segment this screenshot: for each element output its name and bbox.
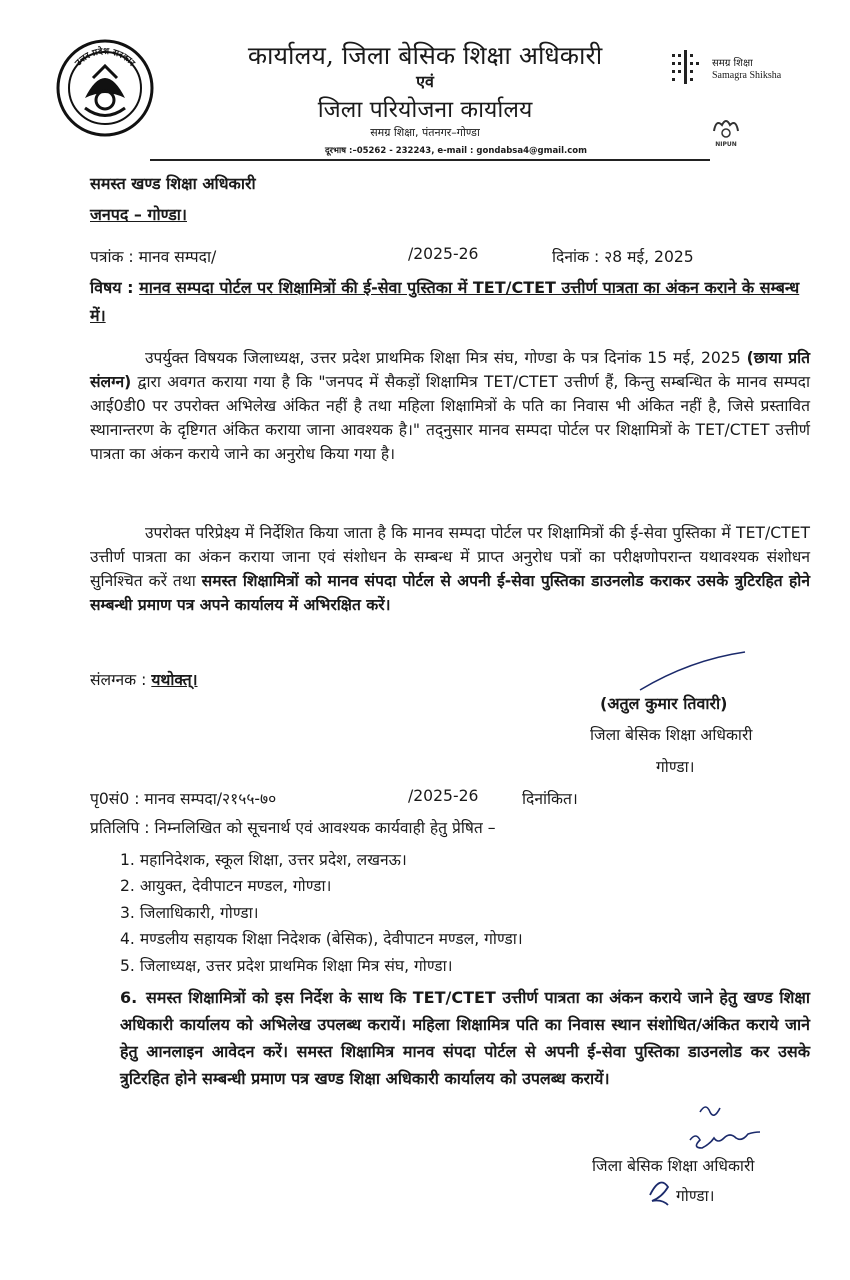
list-item: 3. जिलाधिकारी, गोण्डा। bbox=[120, 903, 259, 922]
enclosure-value: यथोक्त्। bbox=[151, 671, 198, 689]
samagra-shiksha-logo-icon bbox=[668, 48, 708, 88]
seal-text: उत्तर प्रदेश सरकार bbox=[73, 46, 137, 69]
body-paragraph-2 bbox=[90, 521, 810, 617]
signature-stroke-4 bbox=[650, 1183, 668, 1206]
list-item: 4. मण्डलीय सहायक शिक्षा निदेशक (बेसिक), देवीपाटन मण्डल, गोण्डा। bbox=[120, 930, 523, 949]
copy-letter-number: पृ0सं0 : मानव सम्पदा/२१५५-७० bbox=[90, 790, 277, 808]
letter-date: दिनांक : २8 मई, 2025 bbox=[552, 248, 694, 266]
copy-letter-year: /2025-26 bbox=[408, 787, 479, 805]
recipient-line-1: समस्त खण्ड शिक्षा अधिकारी bbox=[90, 174, 256, 193]
subject-label: विषय : bbox=[90, 278, 134, 297]
letter-number: पत्रांक : मानव सम्पदा/ bbox=[90, 248, 217, 266]
signatory-title: जिला बेसिक शिक्षा अधिकारी bbox=[590, 726, 753, 744]
enclosure-label: संलग्नक : bbox=[90, 671, 147, 689]
signature-stroke-1 bbox=[640, 652, 745, 690]
subject-text: मानव सम्पदा पोर्टल पर शिक्षामित्रों की ई-सेवा पुस्तिका में TET/CTET उत्तीर्ण पात्रता का अंकन कराने के सम्बन्ध में। bbox=[90, 278, 800, 325]
recipient-line-2: जनपद – गोण्डा। bbox=[90, 205, 187, 224]
para2-directive: समस्त शिक्षामित्रों को मानव संपदा पोर्टल से अपनी ई-सेवा पुस्तिका डाउनलोड कराकर उसके त्रुटिरहित होने सम्बन्धी प्रमाण पत्र अपने कार्यालय में अभिरक्षित करें। bbox=[90, 572, 811, 614]
list-item: 1. महानिदेशक, स्कूल शिक्षा, उत्तर प्रदेश, लखनऊ। bbox=[120, 851, 407, 869]
nipun-text: NIPUN bbox=[715, 141, 737, 148]
header-divider bbox=[150, 159, 710, 161]
list-item: 5. जिलाध्यक्ष, उत्तर प्रदेश प्राथमिक शिक्षा मित्र संघ, गोण्डा। bbox=[120, 956, 453, 975]
samagra-english-label: Samagra Shiksha bbox=[712, 70, 782, 81]
body-paragraph-1 bbox=[90, 346, 810, 466]
signature-stroke-3 bbox=[690, 1132, 760, 1148]
para1-enclosure-note: (छाया प्रति संलग्न) bbox=[90, 349, 810, 391]
para2-text-a: उपरोक्त परिप्रेक्ष्य में निर्देशित किया जाता है कि मानव सम्पदा पोर्टल पर शिक्षामित्रों की ई-सेवा पुस्तिका में TET/CTET उत्तीर्ण पात्रता का अंकन कराया जाना एवं संशोधन के सम्बन्ध में प्राप्त अनुरोध पत्रों का परीक्षणोपरान्त यथावश्यक संशोधन सुनिश्चित करें तथा bbox=[90, 524, 810, 590]
bottom-signatory-place: गोण्डा। bbox=[676, 1187, 715, 1205]
subject-block bbox=[90, 274, 810, 330]
project-office-title: जिला परियोजना कार्यालय bbox=[317, 97, 533, 123]
bottom-signatory-title: जिला बेसिक शिक्षा अधिकारी bbox=[592, 1157, 755, 1175]
signature-stroke-2 bbox=[700, 1107, 720, 1115]
samagra-hindi-label: समग्र शिक्षा bbox=[712, 58, 753, 69]
copy-to-list bbox=[120, 847, 810, 979]
signatory-name: (अतुल कुमार तिवारी) bbox=[600, 694, 728, 713]
copy-to-item-6 bbox=[120, 984, 810, 1092]
contact-line: दूरभाष :–05262 - 232243, e-mail : gondabsa4@gmail.com bbox=[325, 146, 587, 156]
enclosure-line bbox=[90, 668, 198, 690]
nipun-bharat-logo-icon bbox=[708, 115, 744, 151]
copy-to-intro: प्रतिलिपि : निम्नलिखित को सूचनार्थ एवं आवश्यक कार्यवाही हेतु प्रेषित – bbox=[90, 819, 496, 837]
para1-text-b: द्वारा अवगत कराया गया है कि "जनपद में सैकड़ों शिक्षामित्र TET/CTET उत्तीर्ण हैं, किन्तु सम्बन्धित के मानव सम्पदा आई0डी0 पर उपरोक्त अभिलेख अंकित नहीं है तथा महिला शिक्षामित्रों के पति का निवास भी अंकित नहीं है, जिसे प्रस्तावित स्थानान्तरण के दृष्टिगत अंकित कराया जाना आवश्यक है।" तद्नुसार मानव सम्पदा पोर्टल पर शिक्षामित्रों के TET/CTET उत्तीर्ण पात्रता का अंकन कराये जाने का अनुरोध किया गया है। bbox=[90, 373, 810, 463]
item6-number: 6. bbox=[120, 988, 138, 1007]
list-item: 2. आयुक्त, देवीपाटन मण्डल, गोण्डा। bbox=[120, 877, 332, 896]
office-title: कार्यालय, जिला बेसिक शिक्षा अधिकारी bbox=[247, 41, 603, 70]
item6-text: समस्त शिक्षामित्रों को इस निर्देश के साथ कि TET/CTET उत्तीर्ण पात्रता का अंकन कराये जाने हेतु खण्ड शिक्षा अधिकारी कार्यालय को अभिलेख उपलब्ध करायें। महिला शिक्षामित्र पति का निवास स्थान संशोधित/अंकित कराये जाने हेतु आनलाइन आवेदन करें। समस्त शिक्षामित्र मानव संपदा पोर्टल से अपनी ई-सेवा पुस्तिका डाउनलोड कर उसके त्रुटिरहित होने सम्बन्धी प्रमाण पत्र खण्ड शिक्षा अधिकारी कार्यालय को उपलब्ध करायें। bbox=[120, 988, 810, 1088]
header-conjunction: एवं bbox=[416, 72, 434, 91]
para1-text-a: उपर्युक्त विषयक जिलाध्यक्ष, उत्तर प्रदेश प्राथमिक शिक्षा मित्र संघ, गोण्डा के पत्र दिनांक 15 मई, 2025 bbox=[145, 349, 747, 367]
signatory-place: गोण्डा। bbox=[656, 758, 695, 776]
letter-year: /2025-26 bbox=[408, 245, 479, 263]
copy-letter-date: दिनांकित। bbox=[522, 790, 578, 808]
office-address: समग्र शिक्षा, पंतनगर–गोण्डा bbox=[370, 126, 480, 139]
